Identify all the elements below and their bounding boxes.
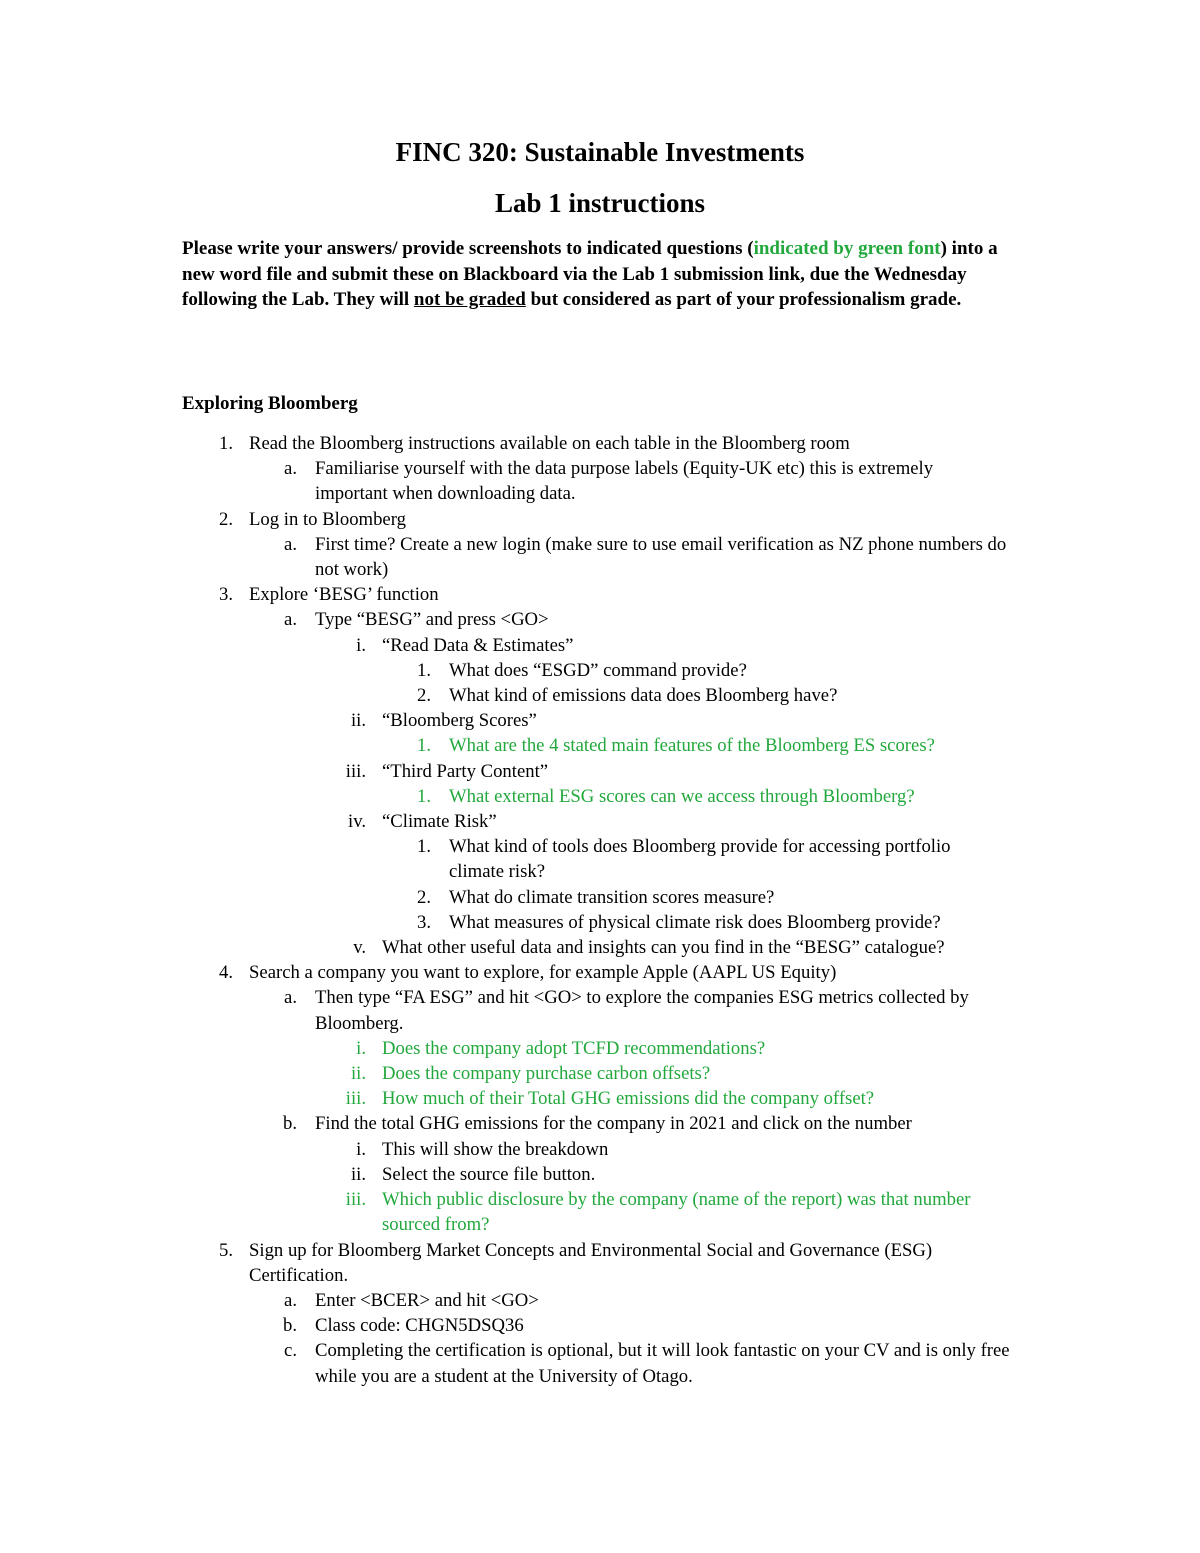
list-item (0, 784, 1200, 809)
document-subtitle: Lab 1 instructions (494, 188, 706, 218)
list-item (0, 885, 1200, 910)
list-item-text: Familiarise yourself with the data purpose labels (Equity-UK etc) this is extremely important when downloading data. (315, 458, 934, 505)
list-item-text: This will show the breakdown (382, 1138, 609, 1160)
list-item (0, 1313, 1200, 1338)
list-item (0, 658, 1200, 683)
list-marker: iv. (348, 811, 366, 833)
list-item-text: First time? Create a new login (make sure to use email verification as NZ phone numbers do not work) (315, 533, 1007, 581)
list-marker: ii. (350, 1063, 366, 1085)
list-marker: 1. (416, 785, 431, 807)
list-item (0, 985, 1200, 1035)
list-item-text: What does “ESGD” command provide? (449, 659, 747, 681)
list-marker: b. (282, 1315, 297, 1337)
list-marker: 1. (218, 433, 233, 454)
list-item (0, 1288, 1200, 1313)
list-item (0, 582, 1200, 607)
list-item-text: What measures of physical climate risk does Bloomberg provide? (449, 911, 941, 933)
list-marker: a. (284, 533, 297, 555)
list-marker: v. (353, 937, 366, 959)
list-item (0, 960, 1200, 985)
list-item-text: Then type “FA ESG” and hit <GO> to explore the companies ESG metrics collected by Bloomberg. (315, 987, 969, 1034)
intro-text-1: Please write your answers/ provide screenshots to indicated questions ( (182, 238, 754, 259)
list-marker: 2. (218, 508, 233, 530)
list-marker: iii. (345, 1189, 366, 1211)
list-item (0, 607, 1200, 632)
list-marker: 3. (416, 911, 431, 933)
list-item-text: Which public disclosure by the company (name of the report) was that number sourced from? (382, 1189, 971, 1236)
list-marker: a. (284, 458, 297, 480)
list-marker: i. (356, 634, 366, 656)
list-marker: i. (356, 1037, 366, 1059)
list-marker: 3. (218, 584, 233, 606)
list-item-text: What other useful data and insights can you find in the “BESG” catalogue? (382, 937, 945, 959)
list-item (0, 1238, 1200, 1288)
intro-text-3: but considered as part of your professionalism grade. (525, 289, 962, 311)
list-marker: c. (284, 1340, 297, 1362)
list-item (0, 1187, 1200, 1237)
list-item (0, 1111, 1200, 1136)
list-item (0, 431, 1200, 456)
list-item (0, 683, 1200, 708)
list-marker: a. (284, 1289, 297, 1311)
list-item-text: Select the source file button. (382, 1163, 596, 1185)
list-marker: 4. (218, 962, 233, 984)
list-marker: 1. (416, 659, 431, 681)
intro-green-text: indicated by green font (753, 238, 941, 259)
section-heading: Exploring Bloomberg (182, 393, 358, 414)
list-item (0, 935, 1200, 960)
list-item (0, 633, 1200, 658)
list-marker: b. (282, 1113, 297, 1135)
document-title: FINC 320: Sustainable Investments (395, 137, 805, 167)
list-item-text: How much of their Total GHG emissions did the company offset? (382, 1088, 875, 1110)
list-item-text: Search a company you want to explore, for example Apple (AAPL US Equity) (249, 962, 837, 984)
list-item-text: What external ESG scores can we access through Bloomberg? (449, 785, 915, 807)
list-marker: iii. (345, 760, 366, 782)
list-item (0, 532, 1200, 582)
list-item-text: Explore ‘BESG’ function (249, 584, 439, 606)
list-item-text: “Climate Risk” (382, 811, 497, 833)
list-item-text: Does the company purchase carbon offsets? (382, 1063, 711, 1085)
list-marker: 2. (416, 685, 431, 707)
list-item-text: “Bloomberg Scores” (382, 710, 537, 732)
list-item-text: What kind of tools does Bloomberg provide for accessing portfolio climate risk? (449, 836, 951, 883)
list-item (0, 809, 1200, 834)
instructions-list (0, 431, 1200, 1389)
intro-underlined-text: not be graded (413, 289, 526, 311)
list-item (0, 708, 1200, 733)
list-item-text: “Read Data & Estimates” (382, 634, 574, 656)
list-marker: 1. (416, 735, 431, 757)
list-marker: a. (284, 609, 297, 631)
list-item (0, 1137, 1200, 1162)
list-item (0, 507, 1200, 532)
list-item-text: What kind of emissions data does Bloomberg have? (449, 685, 838, 707)
list-item-text: Type “BESG” and press <GO> (315, 609, 549, 631)
list-item (0, 1061, 1200, 1086)
list-item-text: Read the Bloomberg instructions available on each table in the Bloomberg room (249, 433, 850, 454)
list-item (0, 1162, 1200, 1187)
list-item (0, 733, 1200, 758)
list-item-text: Sign up for Bloomberg Market Concepts and Environmental Social and Governance (ESG) Certification. (249, 1239, 933, 1286)
list-marker: 2. (416, 886, 431, 908)
list-item-text: “Third Party Content” (382, 760, 549, 782)
list-item-text: Does the company adopt TCFD recommendations? (382, 1037, 766, 1059)
list-item-text: Enter <BCER> and hit <GO> (315, 1289, 539, 1311)
list-item (0, 456, 1200, 506)
list-item-text: What are the 4 stated main features of the Bloomberg ES scores? (449, 735, 935, 757)
list-item-text: Find the total GHG emissions for the company in 2021 and click on the number (315, 1113, 912, 1135)
intro-text-2: ) into a new word file and submit these on Blackboard via the Lab 1 submission link, due the Wednesday following the Lab. They will (182, 238, 998, 311)
list-marker: ii. (350, 1163, 366, 1185)
list-item-text: Log in to Bloomberg (249, 508, 406, 530)
list-item (0, 1036, 1200, 1061)
list-item (0, 834, 1200, 884)
list-marker: iii. (345, 1088, 366, 1110)
list-marker: ii. (350, 710, 366, 732)
list-item (0, 759, 1200, 784)
list-item-text: Completing the certification is optional, but it will look fantastic on your CV and is only free while you are a student at the University of Otago. (315, 1340, 1010, 1387)
list-item (0, 910, 1200, 935)
list-item (0, 1338, 1200, 1388)
list-marker: 5. (218, 1239, 233, 1261)
list-marker: a. (284, 987, 297, 1009)
intro-paragraph (182, 236, 1022, 313)
list-item (0, 1086, 1200, 1111)
list-item-text: What do climate transition scores measure? (449, 886, 775, 908)
list-marker: 1. (416, 836, 431, 858)
list-marker: i. (356, 1138, 366, 1160)
list-item-text: Class code: CHGN5DSQ36 (315, 1315, 524, 1337)
